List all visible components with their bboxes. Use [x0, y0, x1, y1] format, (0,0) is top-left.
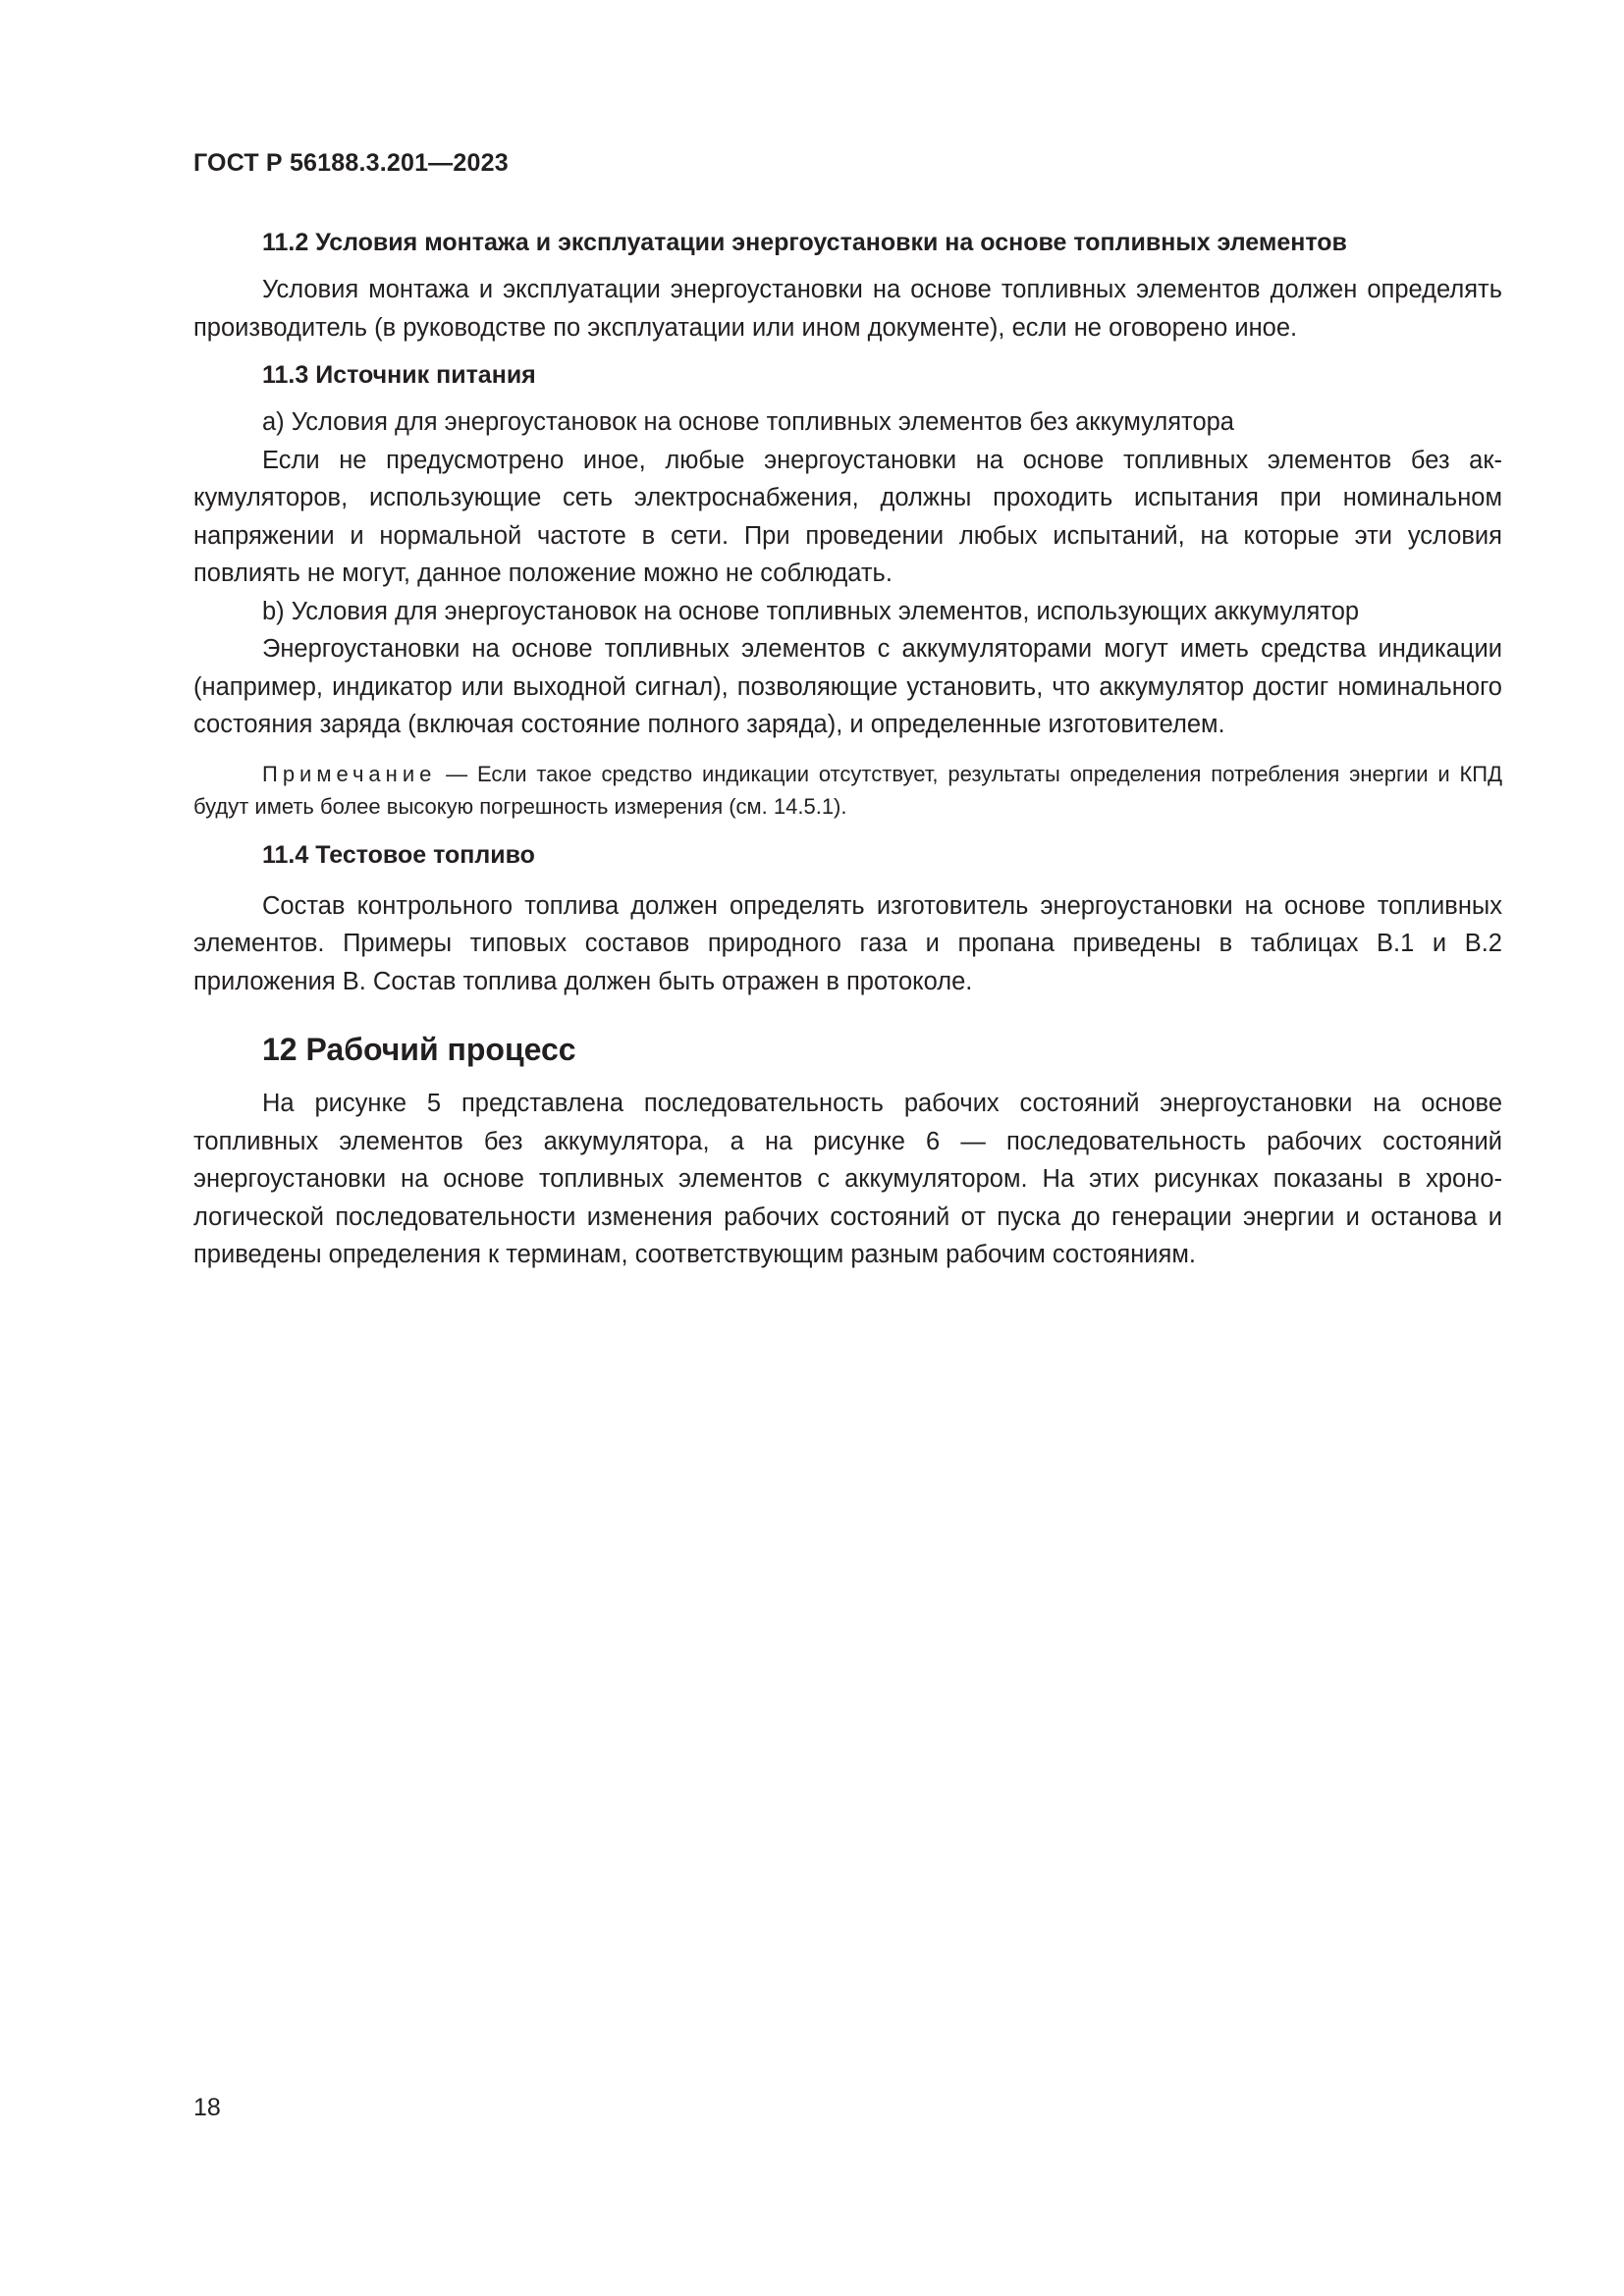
- page-number: 18: [193, 2094, 221, 2121]
- section-11-2-paragraph: Условия монтажа и эксплуатации энергоустановки на основе топливных элементов должен определять производитель (в руководстве по эксплуатации или ином документе), если не оговорено иное.: [193, 276, 1502, 342]
- document-body: [193, 224, 1502, 1274]
- section-12-title: 12 Рабочий процесс: [262, 1032, 576, 1067]
- section-11-3-item-b: b) Условия для энергоустановок на основе топливных элементов, использующих аккумулятор: [262, 597, 1360, 625]
- note-label: Примечание: [262, 761, 437, 786]
- section-11-4-title: 11.4 Тестовое топливо: [262, 840, 535, 869]
- section-11-4-paragraph: Состав контрольного топлива должен определять изготовитель энергоустановки на основе топливных элементов. Примеры типовых составов природного газа и пропана приведены в таблицах В.1 и В.2 приложения В. Состав топлива должен быть отражен в протоколе.: [193, 891, 1502, 995]
- note-text: — Если такое средство индикации отсутствует, результаты определения потребления энергии и КПД будут иметь более высокую погрешность измерения (см. 14.5.1).: [193, 761, 1502, 819]
- section-11-3-item-a: a) Условия для энергоустановок на основе топливных элементов без аккумулятора: [262, 408, 1234, 436]
- document-code-header: ГОСТ Р 56188.3.201—2023: [193, 149, 509, 177]
- section-12-paragraph: На рисунке 5 представлена последовательность рабочих состояний энергоустановки на основе топливных элементов без аккумулятора, а на рисунке 6 — последовательность рабочих состояний энергоустановки на основе топливных элементов с аккумулятором. На этих рисунках показаны в хронологической последовательности изменения рабочих состояний от пуска до генерации энергии и останова и приведены определения к терминам, соответствующим разным рабочим состояниям.: [193, 1090, 1502, 1268]
- section-11-3-paragraph-a: Если не предусмотрено иное, любые энергоустановки на основе топливных элементов без аккумуляторов, использующие сеть электроснабжения, должны проходить испытания при номинальном напряжении и нормальной частоте в сети. При проведении любых испытаний, на которые эти условия повлиять не могут, данное положение можно не соблюдать.: [193, 446, 1502, 587]
- section-11-2-title: 11.2 Условия монтажа и эксплуатации энергоустановки на основе топливных элементов: [262, 229, 1347, 256]
- section-11-3-note: [193, 758, 1502, 823]
- section-11-3-paragraph-b: Энергоустановки на основе топливных элементов с аккумуляторами могут иметь средства индикации (например, индикатор или выходной сигнал), позволяющие установить, что аккумулятор достиг номинального состояния заряда (включая состояние полного заряда), и определенные изготовителем.: [193, 635, 1502, 738]
- section-11-3-title: 11.3 Источник питания: [262, 361, 536, 389]
